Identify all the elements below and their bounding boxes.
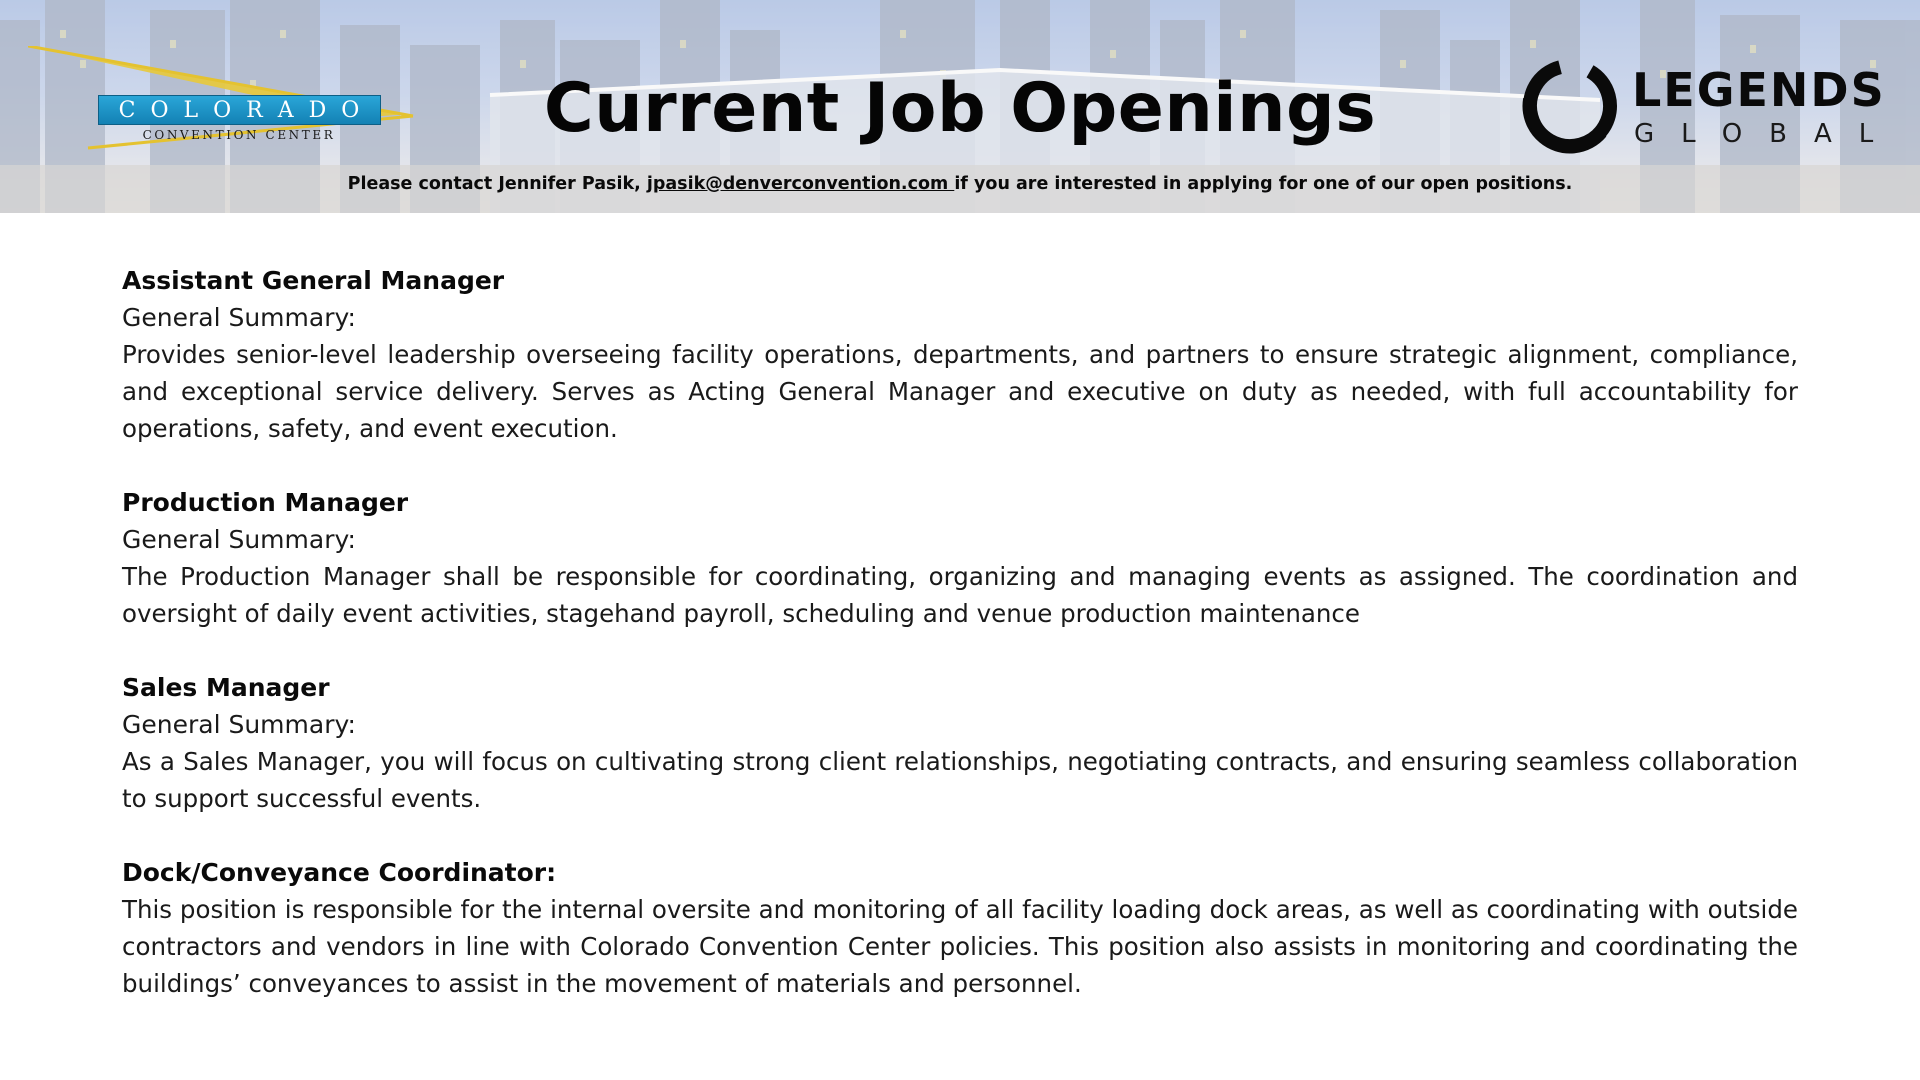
job-summary-label: General Summary: bbox=[122, 303, 356, 332]
job-description: As a Sales Manager, you will focus on cultivating strong client relationships, negotiating contracts, and ensuring seamless collaboration to support successful events. bbox=[122, 747, 1798, 813]
global-wordmark: GLOBAL bbox=[1634, 119, 1901, 149]
contact-prefix: Please contact Jennifer Pasik, bbox=[347, 174, 647, 194]
job-description: The Production Manager shall be responsible for coordinating, organizing and managing events as assigned. The coordination and oversight of daily event activities, stagehand payroll, scheduling and venue production maintenance bbox=[122, 562, 1798, 628]
convention-center-wordmark: CONVENTION CENTER bbox=[142, 128, 336, 142]
job-description: Provides senior-level leadership overseeing facility operations, departments, and partners to ensure strategic alignment, compliance, and exceptional service delivery. Serves as Acting General Manager and executive on duty as needed, with full accountability for operations, safety, and event execution. bbox=[122, 340, 1798, 443]
job-title: Assistant General Manager bbox=[122, 266, 505, 295]
job-item-assistant-general-manager bbox=[122, 262, 1798, 447]
contact-line bbox=[0, 172, 1920, 196]
job-title: Sales Manager bbox=[122, 673, 330, 702]
contact-suffix: if you are interested in applying for one of our open positions. bbox=[954, 174, 1573, 194]
job-description: This position is responsible for the internal oversite and monitoring of all facility loading dock areas, as well as coordinating with outside contractors and vendors in line with Colorado Convention Center policies. This position also assists in monitoring and coordinating the buildings’ conveyances to assist in the movement of materials and personnel. bbox=[122, 895, 1798, 998]
job-item-dock-conveyance-coordinator bbox=[122, 854, 1798, 1002]
job-title: Dock/Conveyance Coordinator: bbox=[122, 858, 557, 887]
legends-global-logo bbox=[1512, 52, 1901, 162]
job-list bbox=[122, 262, 1798, 1039]
job-item-production-manager bbox=[122, 484, 1798, 632]
contact-email-link[interactable]: jpasik@denverconvention.com bbox=[646, 174, 955, 194]
job-summary-label: General Summary: bbox=[122, 525, 356, 554]
job-summary-label: General Summary: bbox=[122, 710, 356, 739]
page-title: Current Job Openings bbox=[543, 69, 1377, 148]
colorado-wordmark: COLORADO bbox=[98, 95, 381, 125]
legends-wordmark: LEGENDS bbox=[1632, 63, 1886, 117]
job-title: Production Manager bbox=[122, 488, 409, 517]
header-banner bbox=[0, 0, 1920, 213]
job-item-sales-manager bbox=[122, 669, 1798, 817]
brush-ring-icon bbox=[1518, 54, 1622, 158]
